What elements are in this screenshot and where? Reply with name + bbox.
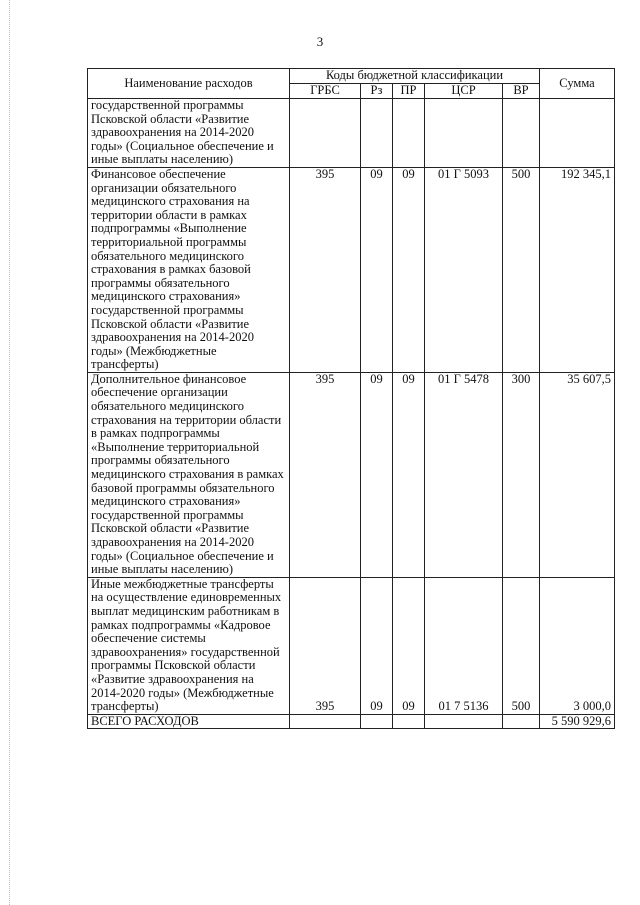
sum-cell: 3 000,0: [540, 577, 615, 714]
header-pr: ПР: [393, 84, 425, 99]
grbs-cell: 395: [290, 372, 361, 577]
header-rz: Рз: [361, 84, 393, 99]
header-grbs: ГРБС: [290, 84, 361, 99]
vr-cell: 500: [503, 577, 540, 714]
sum-cell: 35 607,5: [540, 372, 615, 577]
grbs-cell: 395: [290, 167, 361, 372]
table-row: [88, 577, 615, 714]
pr-cell: [393, 99, 425, 168]
sum-cell: [540, 99, 615, 168]
rz-cell: 09: [361, 167, 393, 372]
header-expense-name: Наименование расходов: [88, 69, 290, 99]
vr-cell: 500: [503, 167, 540, 372]
scan-margin-line: [9, 0, 11, 905]
total-label: ВСЕГО РАСХОДОВ: [88, 714, 290, 729]
pr-cell: 09: [393, 167, 425, 372]
table-row: [88, 99, 615, 168]
page-number: 3: [316, 34, 324, 49]
csr-cell: 01 Г 5093: [425, 167, 503, 372]
expense-name-cell: Дополнительное финансовое обеспечение организации обязательного медицинского страхования на территории области в рамках подпрограммы «Выполнение территориальной программы обязательного медицинского страхования в рамках базовой программы обязательного медицинского страхования» государственной программы Псковской области «Развитие здравоохранения на 2014-2020 годы» (Социальное обеспечение и иные выплаты населению): [88, 372, 290, 577]
grbs-cell: [290, 99, 361, 168]
pr-cell: 09: [393, 372, 425, 577]
header-classification-codes: Коды бюджетной классификации: [290, 69, 540, 84]
vr-cell: 300: [503, 372, 540, 577]
total-sum: 5 590 929,6: [540, 714, 615, 729]
expense-name-cell: Иные межбюджетные трансферты на осуществление единовременных выплат медицинским работникам в рамках подпрограммы «Кадровое обеспечение системы здравоохранения» государственной программы Псковской области «Развитие здравоохранения на 2014-2020 годы» (Межбюджетные трансферты): [88, 577, 290, 714]
csr-cell: 01 7 5136: [425, 577, 503, 714]
grbs-cell: 395: [290, 577, 361, 714]
table-row: [88, 372, 615, 577]
total-row: [88, 714, 615, 729]
budget-expenses-table: [87, 68, 615, 729]
header-csr: ЦСР: [425, 84, 503, 99]
expense-name-cell: государственной программы Псковской области «Развитие здравоохранения на 2014-2020 годы» (Социальное обеспечение и иные выплаты населению): [88, 99, 290, 168]
pr-cell: 09: [393, 577, 425, 714]
header-vr: ВР: [503, 84, 540, 99]
rz-cell: 09: [361, 577, 393, 714]
rz-cell: [361, 99, 393, 168]
csr-cell: 01 Г 5478: [425, 372, 503, 577]
csr-cell: [425, 99, 503, 168]
expense-name-cell: Финансовое обеспечение организации обязательного медицинского страхования на территории области в рамках подпрограммы «Выполнение территориальной программы обязательного медицинского страхования в рамках базовой программы обязательного медицинского страхования» государственной программы Псковской области «Развитие здравоохранения на 2014-2020 годы» (Межбюджетные трансферты): [88, 167, 290, 372]
vr-cell: [503, 99, 540, 168]
table-row: [88, 167, 615, 372]
header-sum: Сумма: [540, 69, 615, 99]
sum-cell: 192 345,1: [540, 167, 615, 372]
rz-cell: 09: [361, 372, 393, 577]
